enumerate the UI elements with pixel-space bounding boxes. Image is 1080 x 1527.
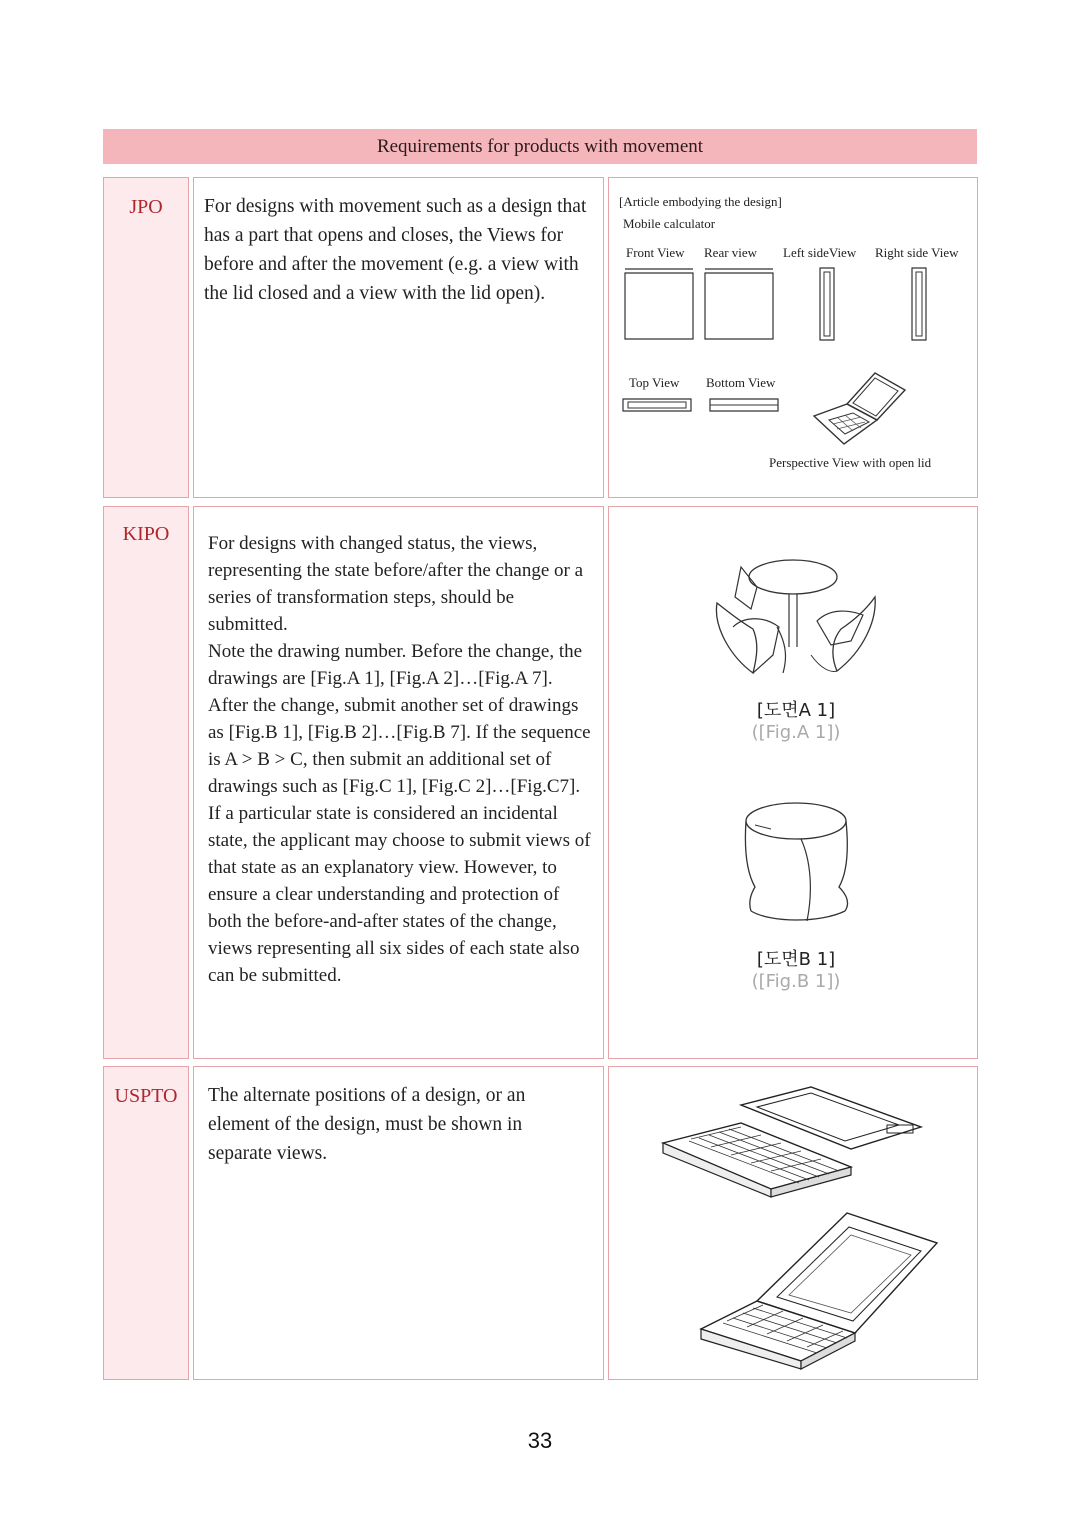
figure-cell-uspto	[608, 1066, 978, 1380]
table-with-chairs-drawing	[713, 557, 879, 677]
office-cell-jpo	[103, 177, 189, 498]
laptop-open-drawing	[697, 1207, 959, 1369]
paragraph-1: For designs with changed status, the views, representing the state before/after the change or a series of transformation steps, should be submitted.	[208, 533, 584, 635]
description-cell-jpo	[193, 177, 604, 498]
office-label: JPO	[129, 196, 163, 218]
paragraph-2: Note the drawing number. Before the change, the drawings are [Fig.A 1], [Fig.A 2]…[Fig.A 7]. After the change, submit another set of drawings as [Fig.B 1], [Fig.B 2]…[Fig.B 7]. If the sequence is A > B > C, then submit an additional set of drawings such as [Fig.C 1], [Fig.C 2]…[Fig.C7].	[208, 641, 591, 797]
top-view-drawing	[621, 396, 695, 414]
right-side-view-drawing	[909, 266, 929, 342]
description-cell-uspto	[193, 1066, 604, 1380]
calculator-perspective-drawing	[809, 368, 913, 448]
laptop-closed-drawing	[661, 1083, 923, 1193]
view-label-rear: Rear view	[704, 245, 758, 260]
description-text	[208, 530, 592, 989]
stacked-stool-drawing	[741, 801, 855, 927]
view-label-left: Left sideView	[783, 245, 857, 260]
paragraph-3: If a particular state is considered an incidental state, the applicant may choose to submit views of that state as an explanatory view. However, to ensure a clear understanding and protection of both the before-and-after states of the change, views representing all six sides of each state also can be submitted.	[208, 803, 591, 986]
office-label: KIPO	[122, 523, 170, 545]
fig-b-label-kr: [도면B 1]	[756, 949, 836, 970]
figure-cell-kipo	[608, 506, 978, 1059]
table-header: Requirements for products with movement	[103, 129, 977, 164]
office-cell-kipo	[103, 506, 189, 1059]
description-text: For designs with movement such as a design that has a part that opens and closes, the Views for before and after the movement (e.g. a view with the lid closed and a view with the lid open).	[204, 196, 587, 304]
description-cell-kipo	[193, 506, 604, 1059]
bottom-view-drawing	[708, 396, 782, 414]
office-label: USPTO	[114, 1085, 178, 1107]
rear-view-drawing	[703, 266, 775, 342]
page-number: 33	[527, 1428, 553, 1453]
article-caption: [Article embodying the design]	[619, 194, 782, 209]
left-side-view-drawing	[817, 266, 837, 342]
article-item: Mobile calculator	[623, 216, 716, 231]
fig-a-label-kr: [도면A 1]	[756, 700, 836, 721]
office-cell-uspto	[103, 1066, 189, 1380]
description-text: The alternate positions of a design, or an element of the design, must be shown in separate views.	[208, 1085, 526, 1164]
fig-b-label-en: ([Fig.B 1])	[751, 971, 841, 992]
front-view-drawing	[623, 266, 695, 342]
figure-cell-jpo	[608, 177, 978, 498]
perspective-caption: Perspective View with open lid	[769, 455, 932, 470]
view-label-right: Right side View	[875, 245, 959, 260]
fig-a-label-en: ([Fig.A 1])	[751, 722, 841, 743]
view-label-front: Front View	[626, 245, 685, 260]
view-label-bottom: Bottom View	[706, 375, 776, 390]
view-label-top: Top View	[629, 375, 680, 390]
